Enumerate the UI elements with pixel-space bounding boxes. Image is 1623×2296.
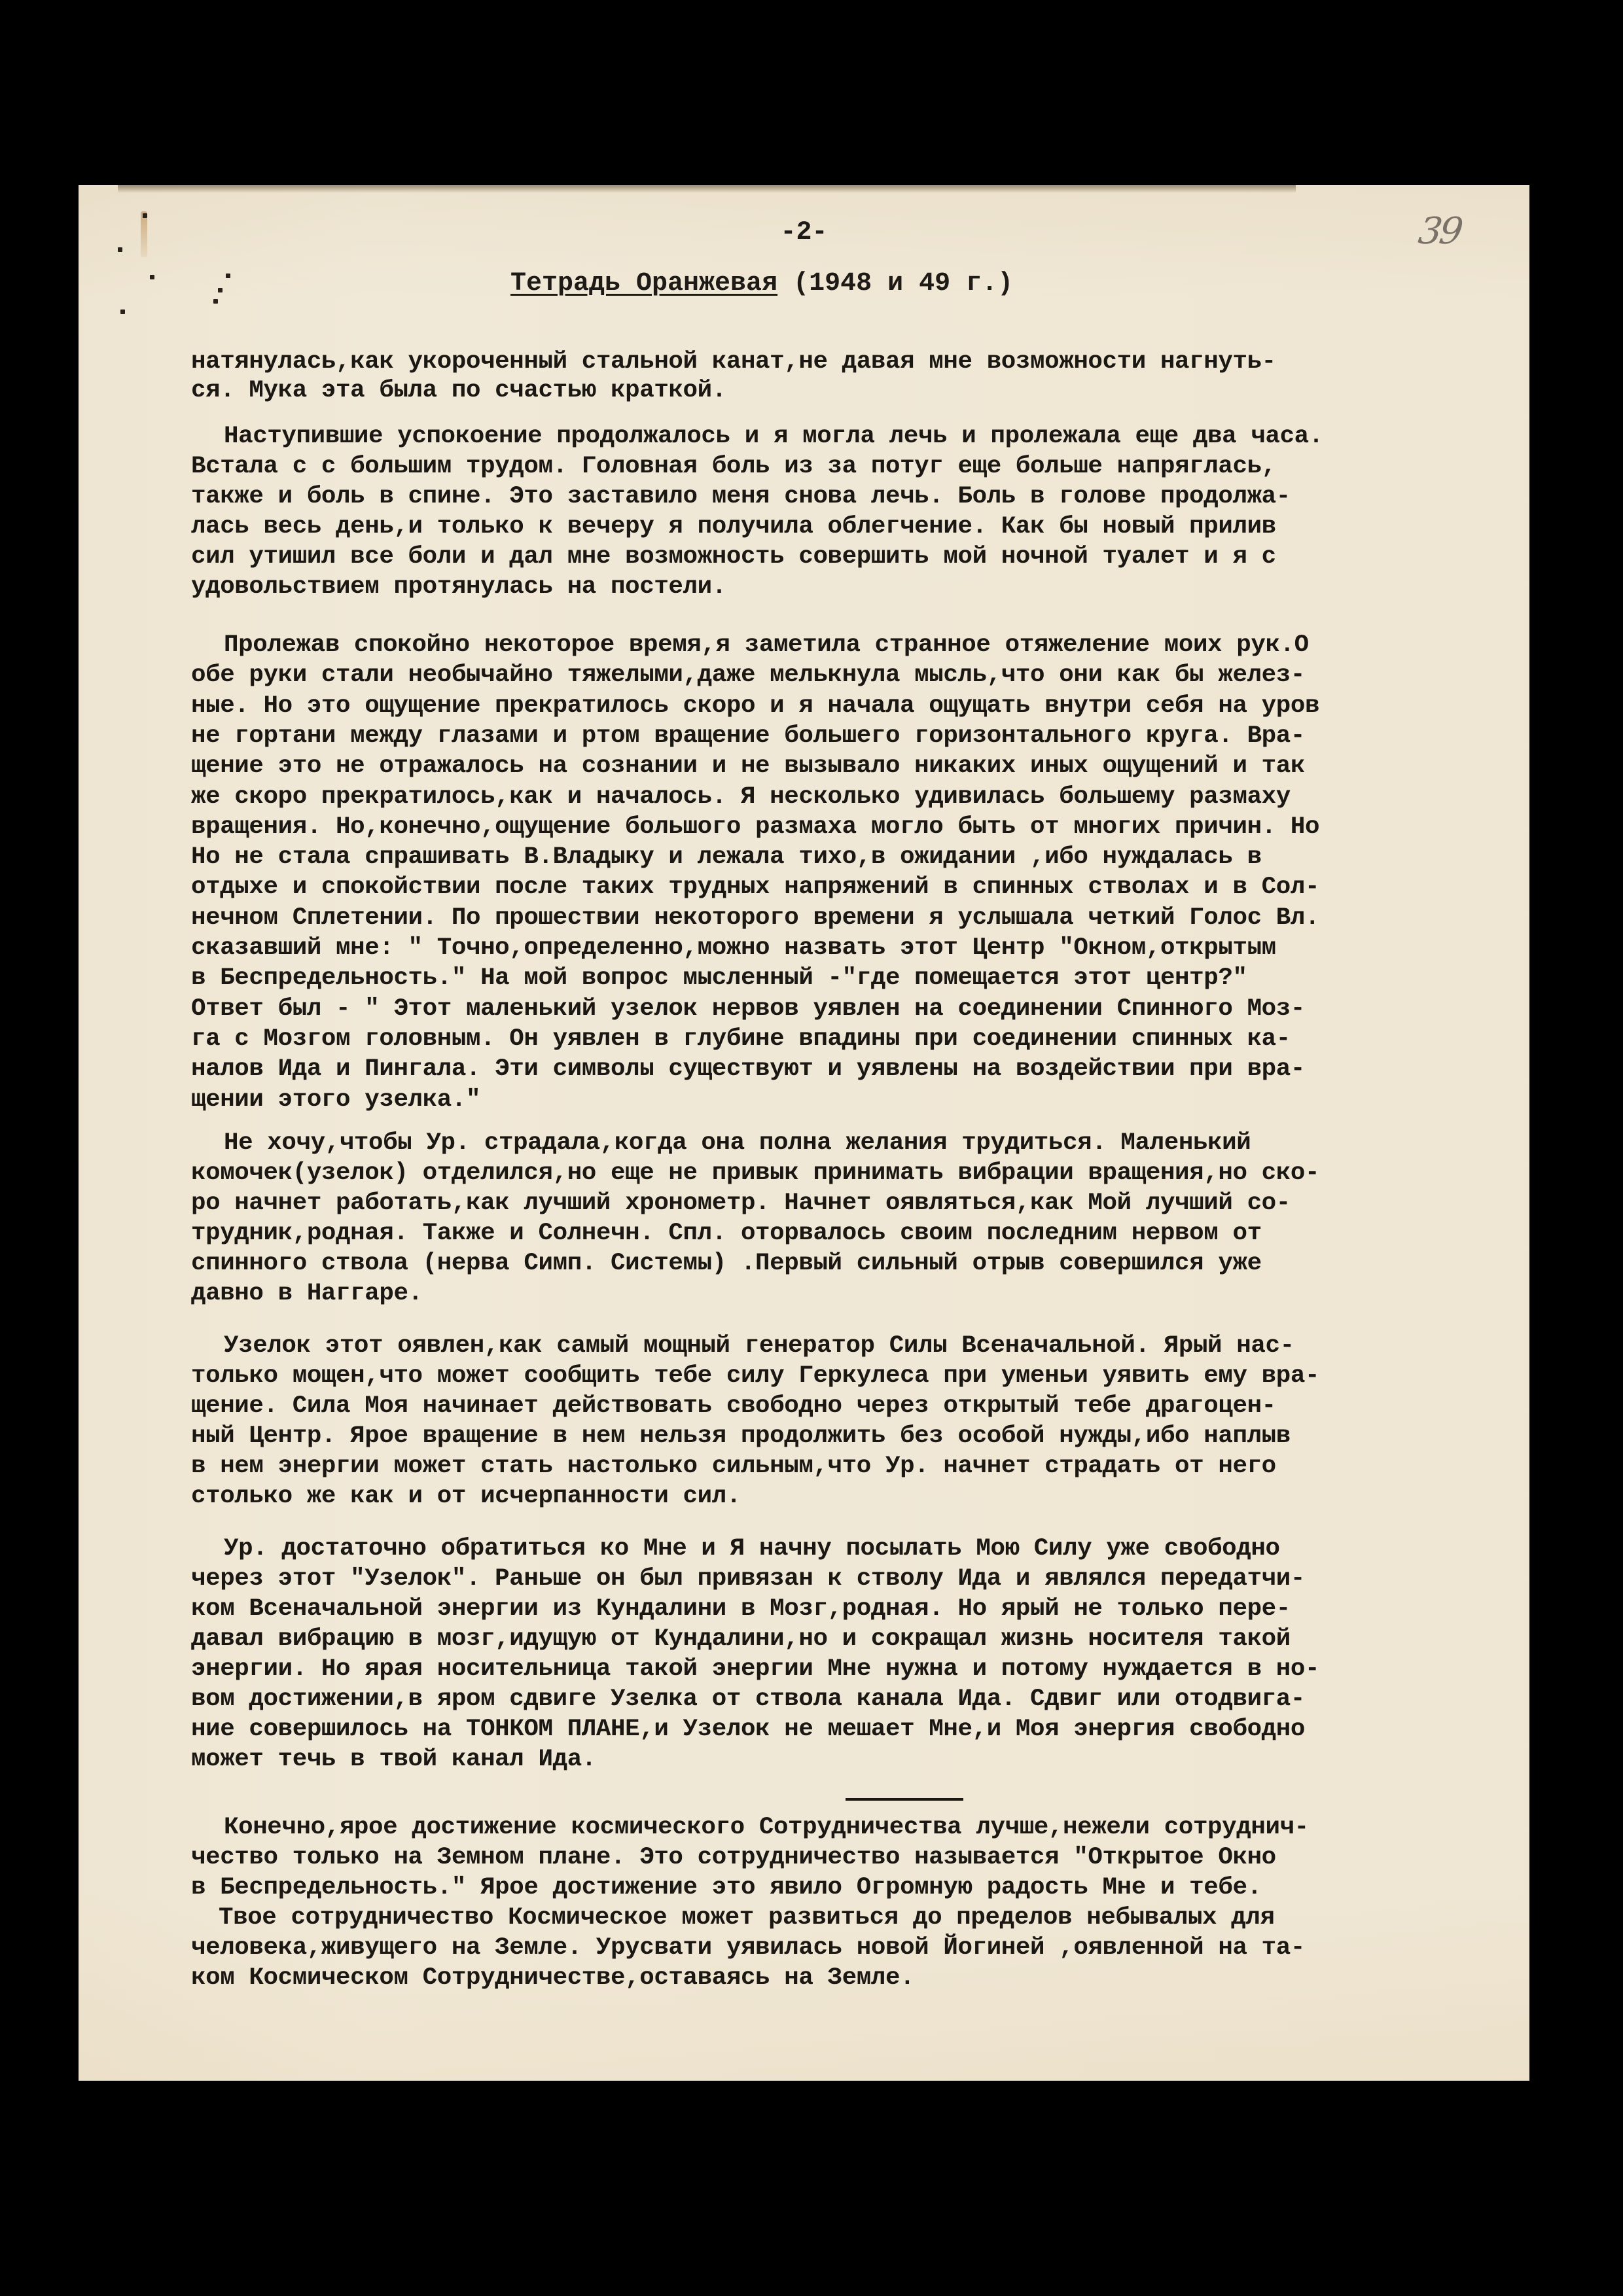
text-line: также и боль в спине. Это заставило меня снова лечь. Боль в голове продолжа-	[191, 483, 1291, 510]
text-line: в Беспредельность." На мой вопрос мысленный -"где помещается этот центр?"	[191, 964, 1247, 993]
text-line: столько же как и от исчерпанности сил.	[191, 1483, 741, 1510]
handwritten-folio-number: 39	[1416, 210, 1463, 253]
text-line: не гортани между глазами и ртом вращение большего горизонтального круга. Вра-	[191, 722, 1305, 750]
text-line: натянулась,как укороченный стальной канат,не давая мне возможности нагнуть-	[191, 348, 1276, 376]
text-line: Встала с с большим трудом. Головная боль из за потуг еще больше напряглась,	[191, 453, 1276, 480]
punch-hole-mark	[226, 274, 230, 278]
text-line: Наступившие успокоение продолжалось и я могла лечь и пролежала еще два часа.	[224, 423, 1323, 450]
text-line: в Беспредельность." Ярое достижение это явило Огромную радость Мне и тебе.	[191, 1874, 1262, 1901]
punch-hole-mark	[213, 299, 218, 304]
page-number: -2-	[780, 218, 828, 247]
text-line: давно в Наггаре.	[191, 1280, 423, 1307]
text-line: отдыхе и спокойствии после таких трудных напряжений в спинных стволах и в Сол-	[191, 874, 1320, 902]
text-line: сил утишил все боли и дал мне возможность совершить мой ночной туалет и я с	[191, 543, 1276, 571]
text-line: лась весь день,и только к вечеру я получила облегчение. Как бы новый прилив	[191, 513, 1276, 540]
text-line: может течь в твой канал Ида.	[191, 1746, 596, 1773]
text-line: вращения. Но,конечно,ощущение большого размаха могло быть от многих причин. Но	[191, 813, 1320, 841]
text-line: налов Ида и Пингала. Эти символы существуют и уявлены на воздействии при вра-	[191, 1055, 1305, 1084]
text-line: трудник,родная. Также и Солнечн. Спл. оторвалось своим последним нервом от	[191, 1220, 1262, 1247]
text-line: чество только на Земном плане. Это сотрудничество называется "Открытое Окно	[191, 1844, 1276, 1871]
text-line: давал вибрацию в мозг,идущую от Кундалини,но и сокращал жизнь носителя такой	[191, 1625, 1291, 1653]
text-line: Не хочу,чтобы Ур. страдала,когда она полна желания трудиться. Маленький	[224, 1129, 1251, 1157]
text-line: га с Мозгом головным. Он уявлен в глубине впадины при соединении спинных ка-	[191, 1025, 1291, 1053]
text-line: ный Центр. Ярое вращение в нем нельзя продолжить без особой нужды,ибо наплыв	[191, 1422, 1291, 1450]
text-line: энергии. Но ярая носительница такой энергии Мне нужна и потому нуждается в но-	[191, 1655, 1320, 1683]
text-line: в нем энергии может стать настолько сильным,что Ур. начнет страдать от него	[191, 1453, 1276, 1480]
text-line: ком Космическом Сотрудничестве,оставаясь на Земле.	[191, 1964, 915, 1992]
text-line: ро начнет работать,как лучший хронометр. Начнет оявляться,как Мой лучший со-	[191, 1190, 1291, 1217]
punch-hole-mark	[118, 247, 122, 252]
text-line: обе руки стали необычайно тяжелыми,даже мелькнула мысль,что они как бы желез-	[191, 662, 1305, 690]
text-line: через этот "Узелок". Раньше он был привязан к стволу Ида и являлся передатчи-	[191, 1565, 1305, 1593]
text-line: ные. Но это ощущение прекратилось скоро и я начала ощущать внутри себя на уров	[191, 692, 1320, 720]
text-line: сказавший мне: " Точно,определенно,можно назвать этот Центр "Окном,открытым	[191, 934, 1276, 962]
document-title	[510, 269, 1013, 298]
text-line: человека,живущего на Земле. Урусвати уявилась новой Йогиней ,оявленной на та-	[191, 1934, 1305, 1962]
text-line: ся. Мука эта была по счастью краткой.	[191, 377, 726, 404]
text-line: Узелок этот оявлен,как самый мощный генератор Силы Всеначальной. Ярый нас-	[224, 1332, 1294, 1360]
text-line: вом достижении,в яром сдвиге Узелка от ствола канала Ида. Сдвиг или отодвига-	[191, 1686, 1305, 1713]
text-line: ние совершилось на ТОНКОМ ПЛАНЕ,и Узелок не мешает Мне,и Моя энергия свободно	[191, 1716, 1305, 1743]
text-line: щение это не отражалось на сознании и не вызывало никаких иных ощущений и так	[191, 752, 1305, 781]
text-line: Твое сотрудничество Космическое может развиться до пределов небывалых для	[219, 1904, 1275, 1932]
scan-edge-shadow	[118, 185, 1296, 193]
text-line: Пролежав спокойно некоторое время,я заметила странное отяжеление моих рук.О	[224, 631, 1309, 659]
document-page	[79, 185, 1529, 2081]
text-line: нечном Сплетении. По прошествии некоторого времени я услышала четкий Голос Вл.	[191, 904, 1320, 932]
punch-hole-mark	[143, 213, 147, 218]
text-line: Ответ был - " Этот маленький узелок нервов уявлен на соединении Спинного Моз-	[191, 995, 1305, 1023]
text-line: только мощен,что может сообщить тебе силу Геркулеса при уменьи уявить ему вра-	[191, 1362, 1320, 1390]
text-line: Но не стала спрашивать В.Владыку и лежала тихо,в ожидании ,ибо нуждалась в	[191, 843, 1262, 872]
section-divider	[846, 1798, 963, 1801]
text-line: щении этого узелка."	[191, 1086, 481, 1114]
punch-hole-mark	[218, 288, 223, 292]
text-line: спинного ствола (нерва Симп. Системы) .Первый сильный отрыв совершился уже	[191, 1250, 1262, 1277]
punch-hole-mark	[120, 309, 125, 314]
text-line: Ур. достаточно обратиться ко Мне и Я начну посылать Мою Силу уже свободно	[224, 1535, 1280, 1563]
text-line: Конечно,ярое достижение космического Сотрудничества лучше,нежели сотруднич-	[224, 1814, 1309, 1841]
text-line: щение. Сила Моя начинает действовать свободно через открытый тебе драгоцен-	[191, 1392, 1276, 1420]
text-line: комочек(узелок) отделился,но еще не привык принимать вибрации вращения,но ско-	[191, 1159, 1320, 1187]
text-line: ком Всеначальной энергии из Кундалини в Мозг,родная. Но ярый не только пере-	[191, 1595, 1291, 1623]
title-notebook-name: Тетрадь Оранжевая	[510, 269, 778, 298]
text-line: удовольствием протянулась на постели.	[191, 573, 726, 601]
title-years: (1948 и 49 г.)	[777, 269, 1014, 298]
punch-hole-mark	[150, 275, 154, 279]
text-line: же скоро прекратилось,как и началось. Я несколько удивилась большему размаху	[191, 783, 1291, 811]
